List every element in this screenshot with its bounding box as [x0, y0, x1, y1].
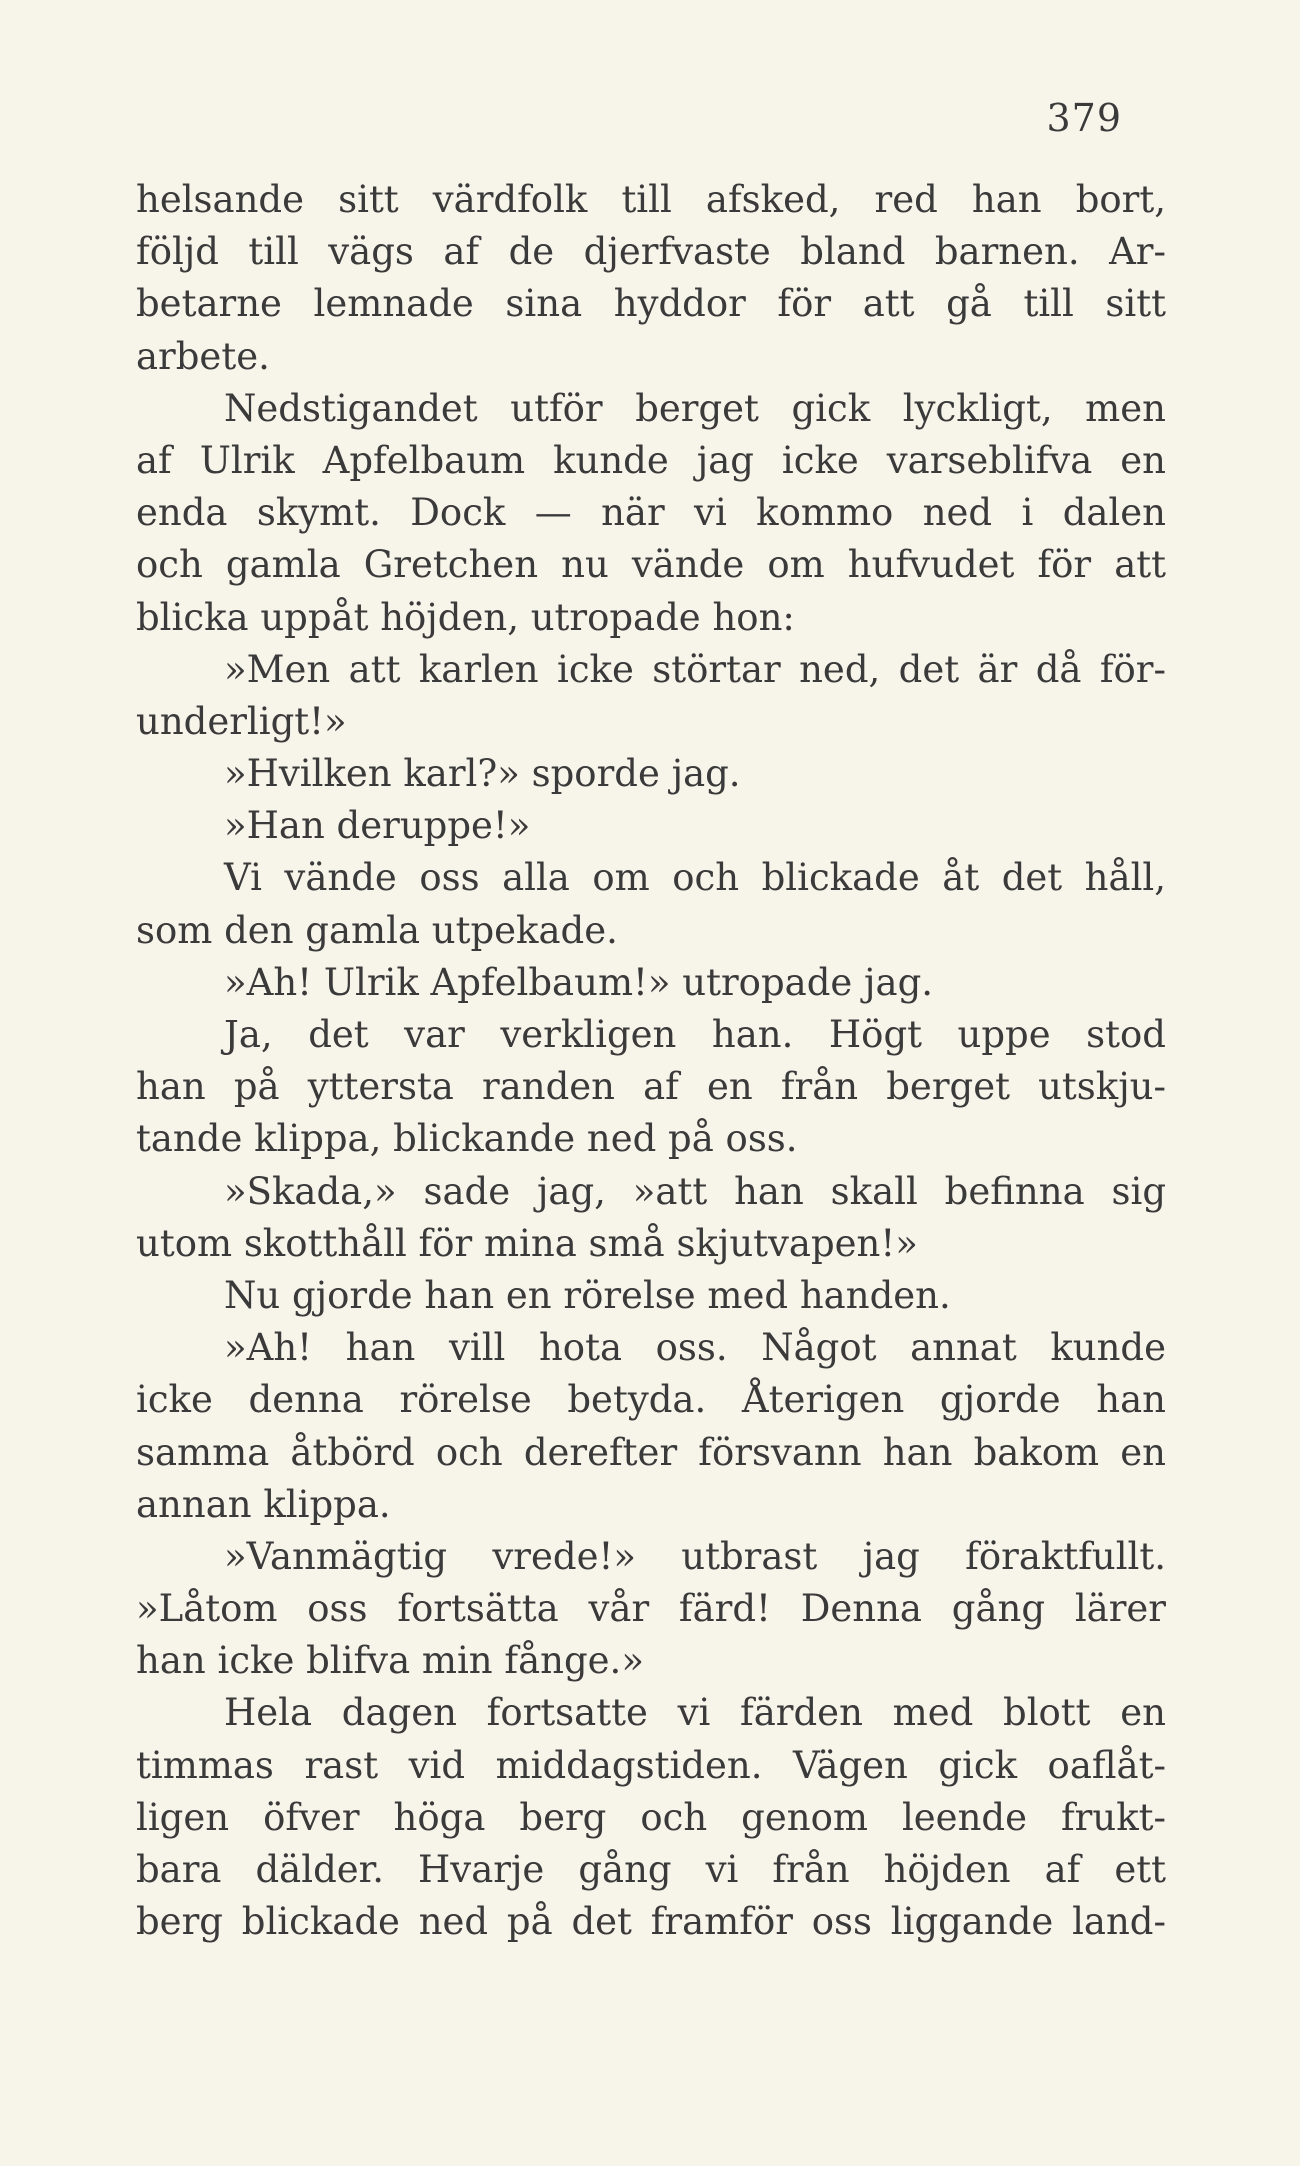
text-line: icke denna rörelse betyda. Återigen gjorde han [136, 1378, 1166, 1422]
text-line: »Vanmägtig vrede!» utbrast jag föraktfullt. [224, 1534, 1166, 1578]
text-line: bara dälder. Hvarje gång vi från höjden af ett [136, 1848, 1166, 1891]
text-line: samma åtbörd och derefter försvann han bakom en [136, 1430, 1166, 1474]
text-line: »Men att karlen icke störtar ned, det är då för- [224, 647, 1166, 691]
text-line: »Skada,» sade jag, »att han skall befinna sig [224, 1169, 1166, 1213]
text-line: betarne lemnade sina hyddor för att gå till sitt [136, 282, 1166, 326]
body-text [136, 174, 1166, 1948]
text-line: helsande sitt värdfolk till afsked, red han bort, [136, 178, 1166, 221]
page-number: 379 [1046, 96, 1122, 140]
text-line: Ja, det var verkligen han. Högt uppe stod [224, 1013, 1166, 1056]
text-line: han icke blifva min fånge.» [136, 1639, 644, 1683]
text-line: underligt!» [136, 699, 347, 743]
text-line: Vi vände oss alla om och blickade åt det håll, [224, 856, 1166, 900]
text-line: utom skotthåll för mina små skjutvapen!» [136, 1221, 918, 1265]
text-line: »Hvilken karl?» sporde jag. [224, 752, 741, 796]
text-line: timmas rast vid middagstiden. Vägen gick oaflåt- [136, 1743, 1166, 1787]
text-line: följd till vägs af de djerfvaste bland barnen. Ar- [136, 230, 1166, 274]
text-line: och gamla Gretchen nu vände om hufvudet för att [136, 543, 1166, 587]
text-line: »Han deruppe!» [224, 804, 531, 848]
text-line: berg blickade ned på det framför oss liggande land- [136, 1900, 1166, 1944]
text-line: af Ulrik Apfelbaum kunde jag icke varseblifva en [136, 438, 1166, 482]
text-line: Nedstigandet utför berget gick lyckligt, men [224, 386, 1166, 430]
text-line: ligen öfver höga berg och genom leende frukt- [136, 1795, 1166, 1839]
text-line: han på yttersta randen af en från berget utskju- [136, 1065, 1166, 1109]
text-line: enda skymt. Dock — när vi kommo ned i dalen [136, 491, 1166, 535]
text-line: tande klippa, blickande ned på oss. [136, 1117, 798, 1161]
text-line: Nu gjorde han en rörelse med handen. [224, 1273, 951, 1317]
text-line: blicka uppåt höjden, utropade hon: [136, 595, 795, 639]
text-line: som den gamla utpekade. [136, 908, 618, 952]
text-line: »Ah! han vill hota oss. Något annat kunde [224, 1326, 1166, 1370]
text-line: arbete. [136, 334, 270, 378]
text-line: annan klippa. [136, 1482, 391, 1526]
text-line: »Ah! Ulrik Apfelbaum!» utropade jag. [224, 960, 934, 1004]
text-line: »Låtom oss fortsätta vår färd! Denna gång lärer [136, 1587, 1166, 1631]
text-line: Hela dagen fortsatte vi färden med blott en [224, 1691, 1166, 1735]
